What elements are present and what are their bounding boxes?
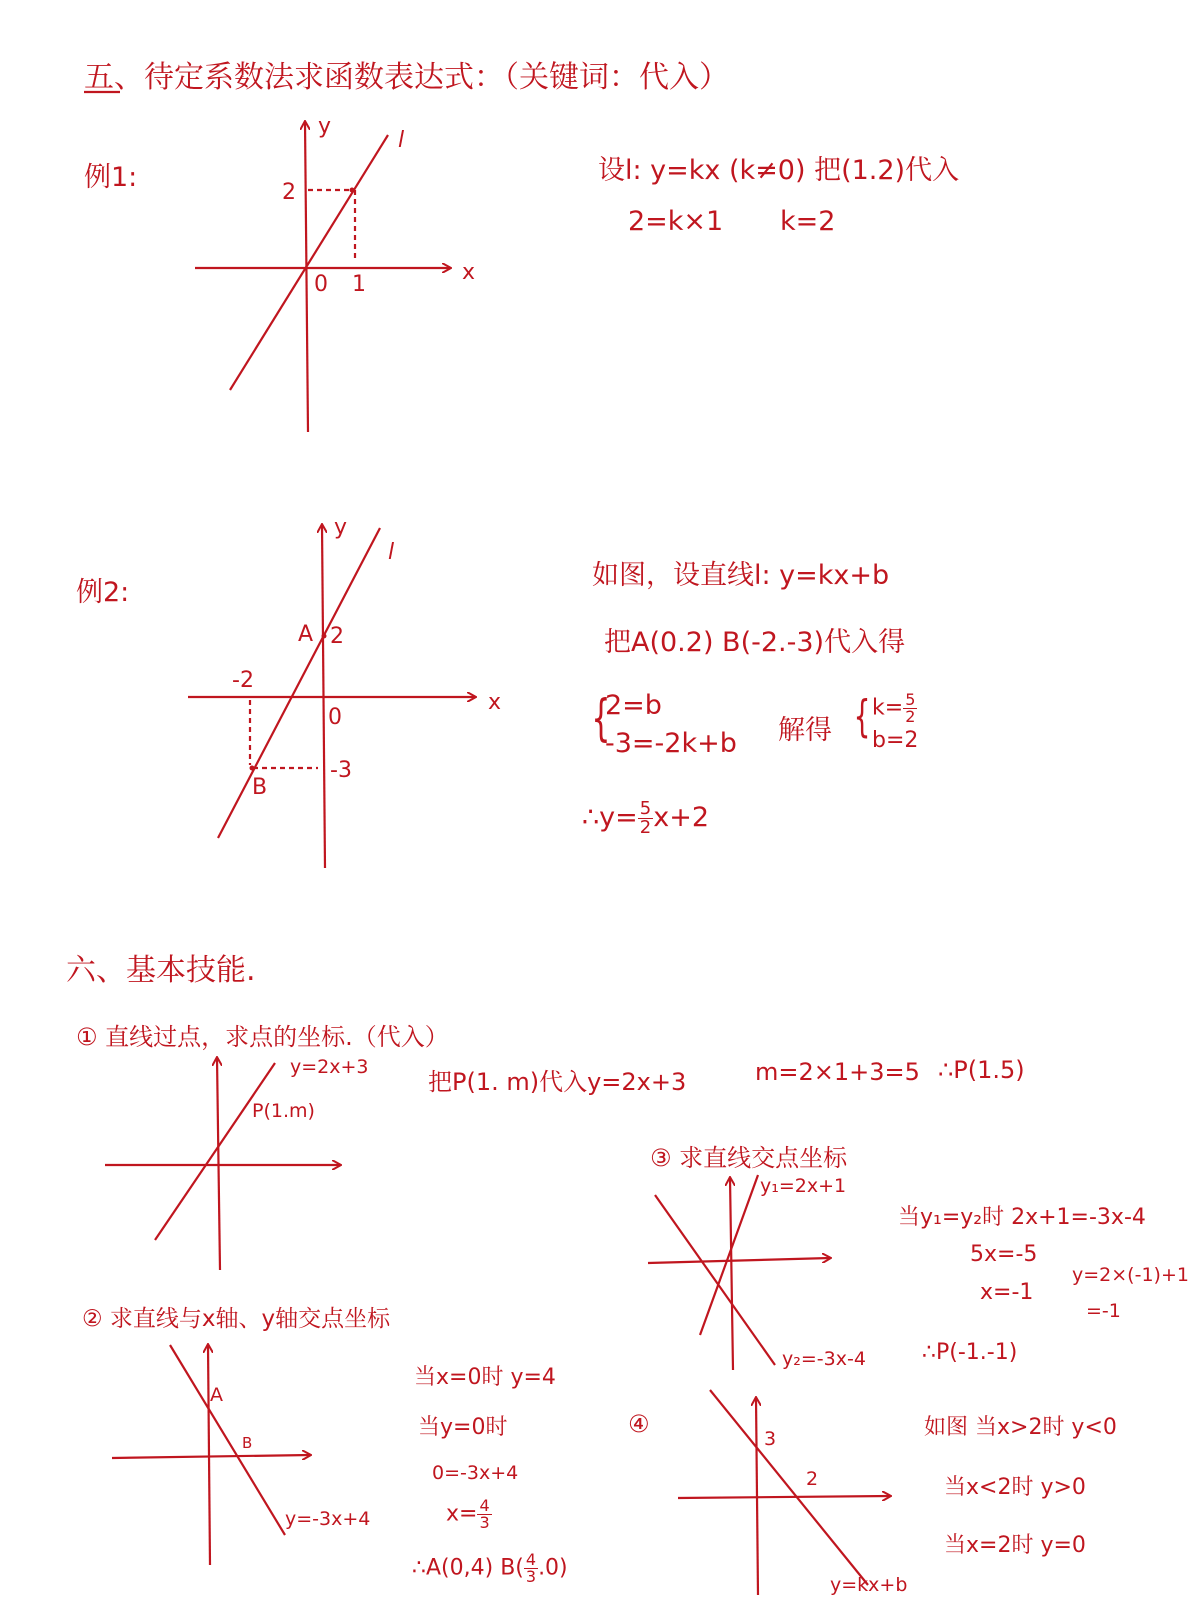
ex2-solve-label: 解得 <box>778 715 832 746</box>
i4-y-axis <box>756 1398 758 1595</box>
item4-work2: 当x<2时 y>0 <box>944 1475 1086 1500</box>
item1-work2: m=2×1+3=5 <box>755 1058 920 1086</box>
ex2-system-brace: { <box>591 689 611 747</box>
i4-line <box>710 1390 868 1585</box>
item2-point-a-label: A <box>210 1384 223 1406</box>
item2-work3: 0=-3x+4 <box>432 1462 519 1484</box>
section5-title: 五、待定系数法求函数表达式：（关键词：代入） <box>84 60 729 95</box>
ex2-point-b-label: B <box>252 775 268 800</box>
ex2-x-tick: -2 <box>232 668 254 693</box>
ex1-y-axis <box>305 122 308 432</box>
ex2-solution-b: b=2 <box>872 728 919 753</box>
ex1-line-label: l <box>398 128 405 153</box>
item1-line-label: y=2x+3 <box>290 1056 369 1078</box>
item2-work5: ∴A(0,4) B( $\frac{4}{3}$ .0) <box>412 1550 568 1586</box>
item2-point-b-label: B <box>242 1434 253 1452</box>
item4-work3: 当x=2时 y=0 <box>944 1533 1086 1558</box>
ex1-y-tick: 2 <box>282 180 296 205</box>
item3-title: ③ 求直线交点坐标 <box>650 1144 848 1172</box>
section6-title: 六、基本技能. <box>66 953 256 988</box>
ex2-origin: 0 <box>328 705 342 730</box>
i4-x-axis <box>678 1496 890 1498</box>
ex2-solution-k: k= $\frac{5}{2}$ <box>872 690 916 726</box>
item3-work1: 当y₁=y₂时 2x+1=-3x-4 <box>898 1205 1146 1230</box>
ex2-system-eq1: 2=b <box>605 690 662 721</box>
example1-label: 例1: <box>84 162 138 193</box>
item3-work6: ∴P(-1.-1) <box>922 1340 1018 1365</box>
item2-work4: x= $\frac{4}{3}$ <box>446 1496 490 1532</box>
example2-label: 例2: <box>76 577 130 608</box>
item2-work2: 当y=0时 <box>418 1415 508 1440</box>
i3-line-y1 <box>700 1175 758 1335</box>
i2-line <box>170 1345 285 1535</box>
ex2-line-label: l <box>388 540 395 565</box>
ex2-solution-brace: { <box>853 691 871 742</box>
item4-x-tick: 2 <box>806 1468 819 1490</box>
i3-line-y2 <box>655 1195 775 1365</box>
ex2-work-line1: 如图，设直线l: y=kx+b <box>592 560 890 591</box>
ex2-result: ∴y= $\frac{5}{2}$ x+2 <box>582 798 710 838</box>
i1-line <box>155 1063 275 1240</box>
ex1-point <box>350 188 355 193</box>
item2-work1: 当x=0时 y=4 <box>414 1365 556 1390</box>
ex1-work-line1: 设l: y=kx (k≠0) 把(1.2)代入 <box>598 155 960 186</box>
item4-marker: ④ <box>628 1410 650 1438</box>
ex2-point-a <box>322 634 327 639</box>
item3-work4: y=2×(-1)+1 <box>1072 1264 1189 1286</box>
item3-line1-label: y₁=2x+1 <box>760 1175 847 1197</box>
i3-x-axis <box>648 1258 830 1263</box>
item1-title: ① 直线过点，求点的坐标.（代入） <box>76 1023 449 1051</box>
ex1-work-line3: k=2 <box>780 206 836 237</box>
ex1-origin: 0 <box>314 272 328 297</box>
item3-work2: 5x=-5 <box>970 1242 1038 1267</box>
ex2-work-line2: 把A(0.2) B(-2.-3)代入得 <box>604 627 906 658</box>
ex1-line-l <box>230 135 388 390</box>
item3-work5: =-1 <box>1086 1300 1121 1322</box>
ex1-x-tick: 1 <box>352 272 366 297</box>
ex2-y-axis <box>322 525 325 868</box>
item1-point-label: P(1.m) <box>252 1100 315 1122</box>
i3-y-axis <box>730 1178 733 1370</box>
item3-line2-label: y₂=-3x-4 <box>782 1348 866 1370</box>
ex1-y-label: y <box>318 114 332 139</box>
item4-line-label: y=kx+b <box>830 1574 908 1596</box>
ex2-point-a-label: A <box>298 622 314 647</box>
ex1-work-line2: 2=k×1 <box>628 206 724 237</box>
ex2-x-label: x <box>488 690 502 715</box>
i2-x-axis <box>112 1455 310 1458</box>
ex2-y-tick: -3 <box>330 758 352 783</box>
i2-y-axis <box>208 1345 210 1565</box>
item3-work3: x=-1 <box>980 1280 1034 1305</box>
ex2-a-tick: 2 <box>330 624 344 649</box>
item1-work1: 把P(1. m)代入y=2x+3 <box>428 1068 687 1096</box>
item1-work3: ∴P(1.5) <box>938 1056 1025 1084</box>
ex2-y-label: y <box>334 515 348 540</box>
item2-title: ② 求直线与x轴、y轴交点坐标 <box>82 1306 391 1332</box>
item4-work1: 如图 当x>2时 y<0 <box>924 1415 1117 1440</box>
item4-y-tick: 3 <box>764 1428 777 1450</box>
ex2-system-eq2: -3=-2k+b <box>605 728 737 759</box>
ex2-point-b <box>250 766 255 771</box>
i1-y-axis <box>217 1058 220 1270</box>
ex1-x-label: x <box>462 260 476 285</box>
item2-line-label: y=-3x+4 <box>285 1508 371 1530</box>
